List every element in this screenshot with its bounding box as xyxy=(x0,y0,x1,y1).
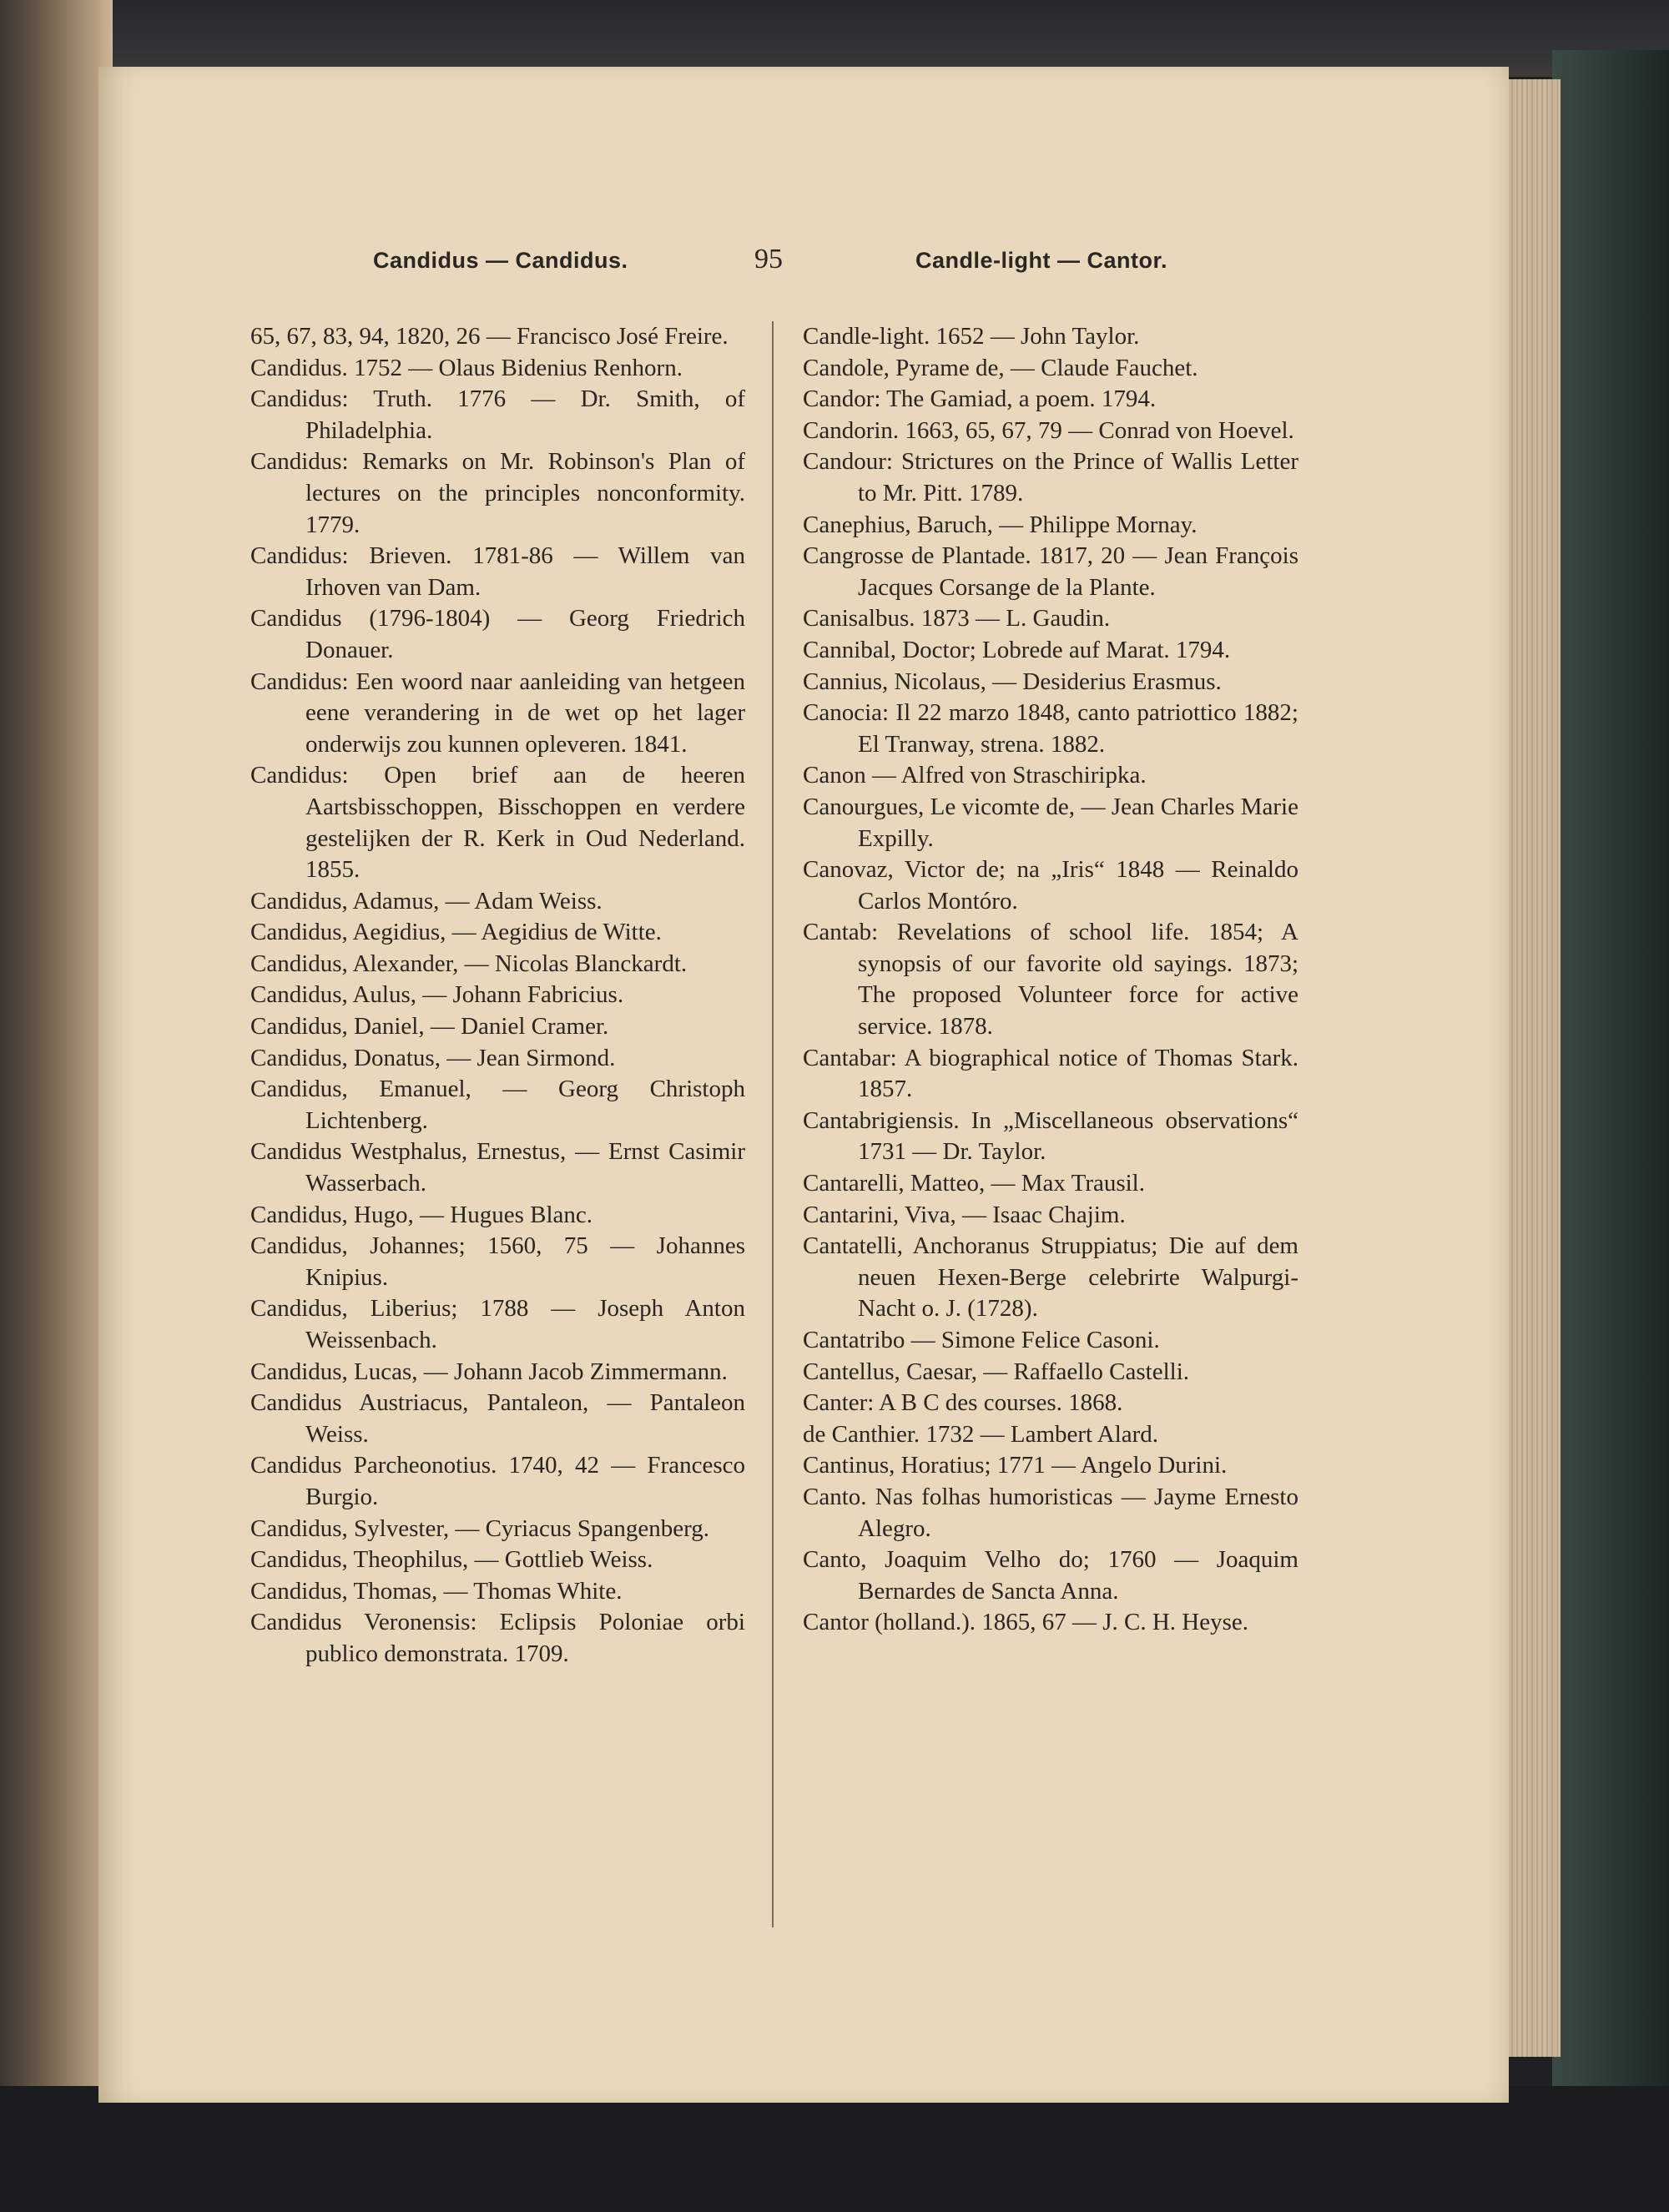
index-entry: Cannibal, Doctor; Lobrede auf Marat. 1794. xyxy=(803,636,1231,663)
index-entry: Candidus, Emanuel, — Georg Christoph Lichtenberg. xyxy=(250,1076,745,1134)
index-entry: Candidus: Open brief aan de heeren Aartsbisschoppen, Bisschoppen en verdere gestelijken der R. Kerk in Oud Nederland. 1855. xyxy=(250,762,745,884)
index-entry: Canto, Joaquim Velho do; 1760 — Joaquim Bernardes de Sancta Anna. xyxy=(803,1546,1298,1605)
index-entry: Candidus, Thomas, — Thomas White. xyxy=(250,1577,623,1605)
index-entry: Candidus. 1752 — Olaus Bidenius Renhorn. xyxy=(250,354,683,381)
scan-bottom-background xyxy=(0,2086,1669,2212)
index-entry: 65, 67, 83, 94, 1820, 26 — Francisco José Freire. xyxy=(250,323,729,350)
index-entry: Candidus: Remarks on Mr. Robinson's Plan of lectures on the principles nonconformity. 1779. xyxy=(250,448,745,538)
index-entry: Cantor (holland.). 1865, 67 — J. C. H. Heyse. xyxy=(803,1609,1249,1636)
index-entry: Candidus, Alexander, — Nicolas Blanckardt. xyxy=(250,950,688,977)
book-cover-edge xyxy=(1552,50,1669,2136)
index-entry: Cantellus, Caesar, — Raffaello Castelli. xyxy=(803,1358,1189,1385)
index-entry: Candidus, Aegidius, — Aegidius de Witte. xyxy=(250,919,662,946)
index-entry: Cannius, Nicolaus, — Desiderius Erasmus. xyxy=(803,668,1222,695)
index-entry: Candidus Austriacus, Pantaleon, — Pantaleon Weiss. xyxy=(250,1389,745,1448)
facing-page-edge xyxy=(0,0,113,2212)
index-entry: Candidus Westphalus, Ernestus, — Ernst Casimir Wasserbach. xyxy=(250,1138,745,1197)
index-entry: Candorin. 1663, 65, 67, 79 — Conrad von Hoevel. xyxy=(803,416,1294,444)
index-entry: Cantabrigiensis. In „Miscellaneous observations“ 1731 — Dr. Taylor. xyxy=(803,1106,1298,1166)
index-entry: Candidus, Sylvester, — Cyriacus Spangenberg. xyxy=(250,1514,710,1542)
index-entry: Canocia: Il 22 marzo 1848, canto patriottico 1882; El Tranway, strena. 1882. xyxy=(803,699,1298,758)
index-entry: Candole, Pyrame de, — Claude Fauchet. xyxy=(803,354,1198,381)
index-entry: Canourgues, Le vicomte de, — Jean Charles Marie Expilly. xyxy=(803,793,1298,852)
index-entry: Candidus, Adamus, — Adam Weiss. xyxy=(250,887,603,915)
index-entry: Candidus, Theophilus, — Gottlieb Weiss. xyxy=(250,1546,653,1574)
index-entry: Canto. Nas folhas humoristicas — Jayme Ernesto Alegro. xyxy=(803,1483,1298,1542)
index-entry: Candidus Parcheonotius. 1740, 42 — Francesco Burgio. xyxy=(250,1452,745,1510)
index-entry: Canephius, Baruch, — Philippe Mornay. xyxy=(803,511,1198,538)
index-entry: Candor: The Gamiad, a poem. 1794. xyxy=(803,385,1157,413)
page-number: 95 xyxy=(754,244,783,275)
index-entry: Canovaz, Victor de; na „Iris“ 1848 — Reinaldo Carlos Montóro. xyxy=(803,856,1298,915)
index-entry: Candidus: Een woord naar aanleiding van hetgeen eene verandering in de wet op het lager onderwijs zou kunnen opleveren. 1841. xyxy=(250,668,745,758)
index-entry: Candidus, Johannes; 1560, 75 — Johannes Knipius. xyxy=(250,1232,745,1291)
column-divider xyxy=(772,321,774,1927)
index-entry: Cantab: Revelations of school life. 1854; A synopsis of our favorite old sayings. 1873; The proposed Volunteer force for active service. 1878. xyxy=(803,919,1298,1040)
index-entry: Cantatelli, Anchoranus Struppiatus; Die auf dem neuen Hexen-Berge celebrirte Walpurgi-Nacht o. J. (1728). xyxy=(803,1232,1298,1323)
index-entry: Canon — Alfred von Straschiripka. xyxy=(803,762,1147,789)
index-entry: Cantarini, Viva, — Isaac Chajim. xyxy=(803,1201,1126,1228)
index-entry: Cantatribo — Simone Felice Casoni. xyxy=(803,1327,1160,1353)
index-entry: Candidus, Liberius; 1788 — Joseph Anton Weissenbach. xyxy=(250,1295,745,1353)
index-entry: Candidus, Donatus, — Jean Sirmond. xyxy=(250,1044,616,1071)
index-entry: Canisalbus. 1873 — L. Gaudin. xyxy=(803,605,1111,632)
left-column xyxy=(250,321,745,1670)
running-head-right: Candle-light — Cantor. xyxy=(915,248,1168,273)
index-entry: de Canthier. 1732 — Lambert Alard. xyxy=(803,1420,1159,1448)
scan-top-background xyxy=(0,0,1669,77)
right-column xyxy=(803,321,1298,1639)
index-entry: Candidus, Daniel, — Daniel Cramer. xyxy=(250,1013,609,1040)
index-entry: Candidus: Truth. 1776 — Dr. Smith, of Philadelphia. xyxy=(250,385,745,444)
index-entry: Cangrosse de Plantade. 1817, 20 — Jean François Jacques Corsange de la Plante. xyxy=(803,542,1298,601)
index-entry: Candle-light. 1652 — John Taylor. xyxy=(803,323,1140,350)
index-entry: Canter: A B C des courses. 1868. xyxy=(803,1389,1123,1417)
index-entry: Candour: Strictures on the Prince of Wallis Letter to Mr. Pitt. 1789. xyxy=(803,448,1298,506)
index-entry: Candidus (1796-1804) — Georg Friedrich Donauer. xyxy=(250,605,745,663)
index-entry: Candidus, Lucas, — Johann Jacob Zimmermann. xyxy=(250,1358,728,1385)
index-entry: Candidus, Aulus, — Johann Fabricius. xyxy=(250,981,624,1009)
index-entry: Candidus Veronensis: Eclipsis Poloniae orbi publico demonstrata. 1709. xyxy=(250,1609,745,1667)
index-entry: Cantarelli, Matteo, — Max Trausil. xyxy=(803,1170,1145,1197)
index-entry: Candidus, Hugo, — Hugues Blanc. xyxy=(250,1201,592,1228)
index-entry: Candidus: Brieven. 1781-86 — Willem van Irhoven van Dam. xyxy=(250,542,745,601)
index-entry: Cantabar: A biographical notice of Thomas Stark. 1857. xyxy=(803,1044,1298,1103)
running-head-left: Candidus — Candidus. xyxy=(373,248,628,273)
index-entry: Cantinus, Horatius; 1771 — Angelo Durini. xyxy=(803,1452,1228,1479)
